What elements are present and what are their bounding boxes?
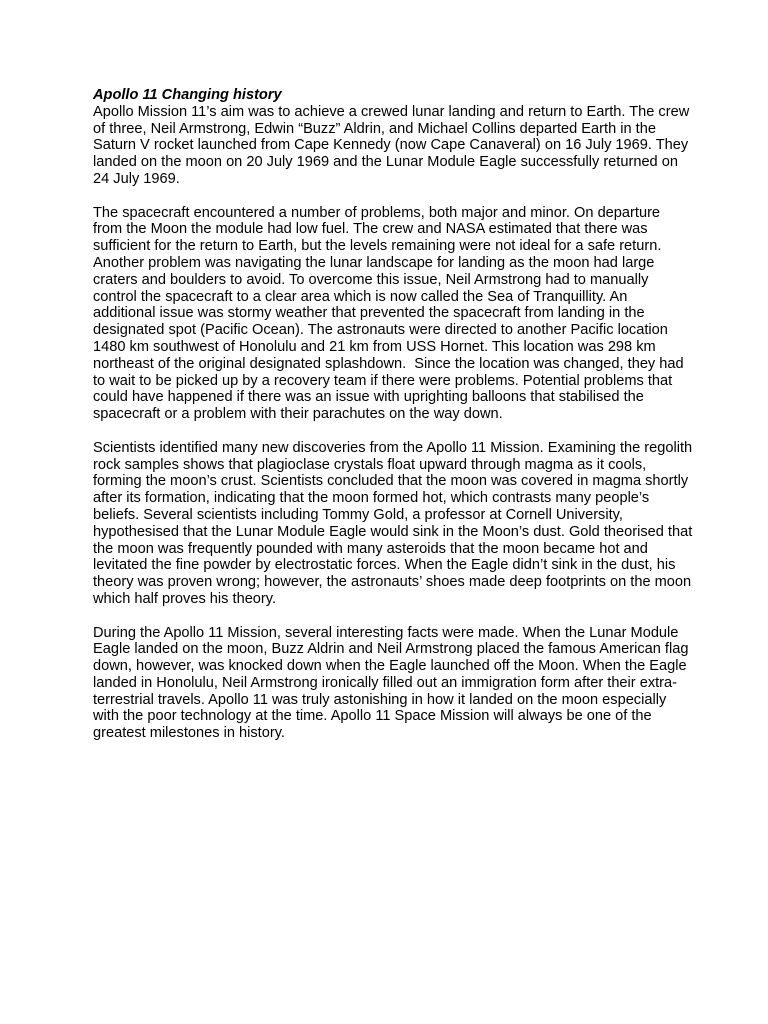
paragraph-problems: The spacecraft encountered a number of problems, both major and minor. On departure from the Moon the module had low fuel. The crew and NASA estimated that there was sufficient for the return to Earth, but the levels remaining were not ideal for a safe return. Another problem was navigating the lunar landscape for landing as the moon had large craters and boulders to avoid. To overcome this issue, Neil Armstrong had to manually control the spacecraft to a clear area which is now called the Sea of Tranquillity. An additional issue was stormy weather that prevented the spacecraft from landing in the designated spot (Pacific Ocean). The astronauts were directed to another Pacific location 1480 km southwest of Honolulu and 21 km from USS Hornet. This location was 298 km northeast of the original designated splashdown. Since the location was changed, they had to wait to be picked up by a recovery team if there were problems. Potential problems that could have happened if there was an issue with uprighting balloons that stabilised the spacecraft or a problem with their parachutes on the way down.	[93, 204, 688, 423]
paragraph-mission-overview: Apollo Mission 11’s aim was to achieve a crewed lunar landing and return to Earth. The crew of three, Neil Armstrong, Edwin “Buzz” Aldrin, and Michael Collins departed Earth in the Saturn V rocket launched from Cape Kennedy (now Cape Canaveral) on 16 July 1969. They landed on the moon on 20 July 1969 and the Lunar Module Eagle successfully returned on 24 July 1969.	[93, 103, 694, 187]
paragraph-discoveries: Scientists identified many new discoveries from the Apollo 11 Mission. Examining the regolith rock samples shows that plagioclase crystals float upward through magma as it cools, forming the moon’s crust. Scientists concluded that the moon was covered in magma shortly after its formation, indicating that the moon formed hot, which contrasts many people’s beliefs. Several scientists including Tommy Gold, a professor at Cornell University, hypothesised that the Lunar Module Eagle would sink in the Moon’s dust. Gold theorised that the moon was frequently pounded with many asteroids that the moon became hot and levitated the fine powder by electrostatic forces. When the Eagle didn’t sink in the dust, his theory was proven wrong; however, the astronauts’ shoes made deep footprints on the moon which half proves his theory.	[93, 439, 697, 607]
document-title: Apollo 11 Changing history	[93, 87, 282, 103]
document-body	[93, 87, 697, 759]
paragraph-interesting-facts: During the Apollo 11 Mission, several interesting facts were made. When the Lunar Module Eagle landed on the moon, Buzz Aldrin and Neil Armstrong placed the famous American flag down, however, was knocked down when the Eagle launched off the Moon. When the Eagle landed in Honolulu, Neil Armstrong ironically filled out an immigration form after their extra-terrestrial travels. Apollo 11 was truly astonishing in how it landed on the moon especially with the poor technology at the time. Apollo 11 Space Mission will always be one of the greatest milestones in history.	[93, 624, 693, 742]
